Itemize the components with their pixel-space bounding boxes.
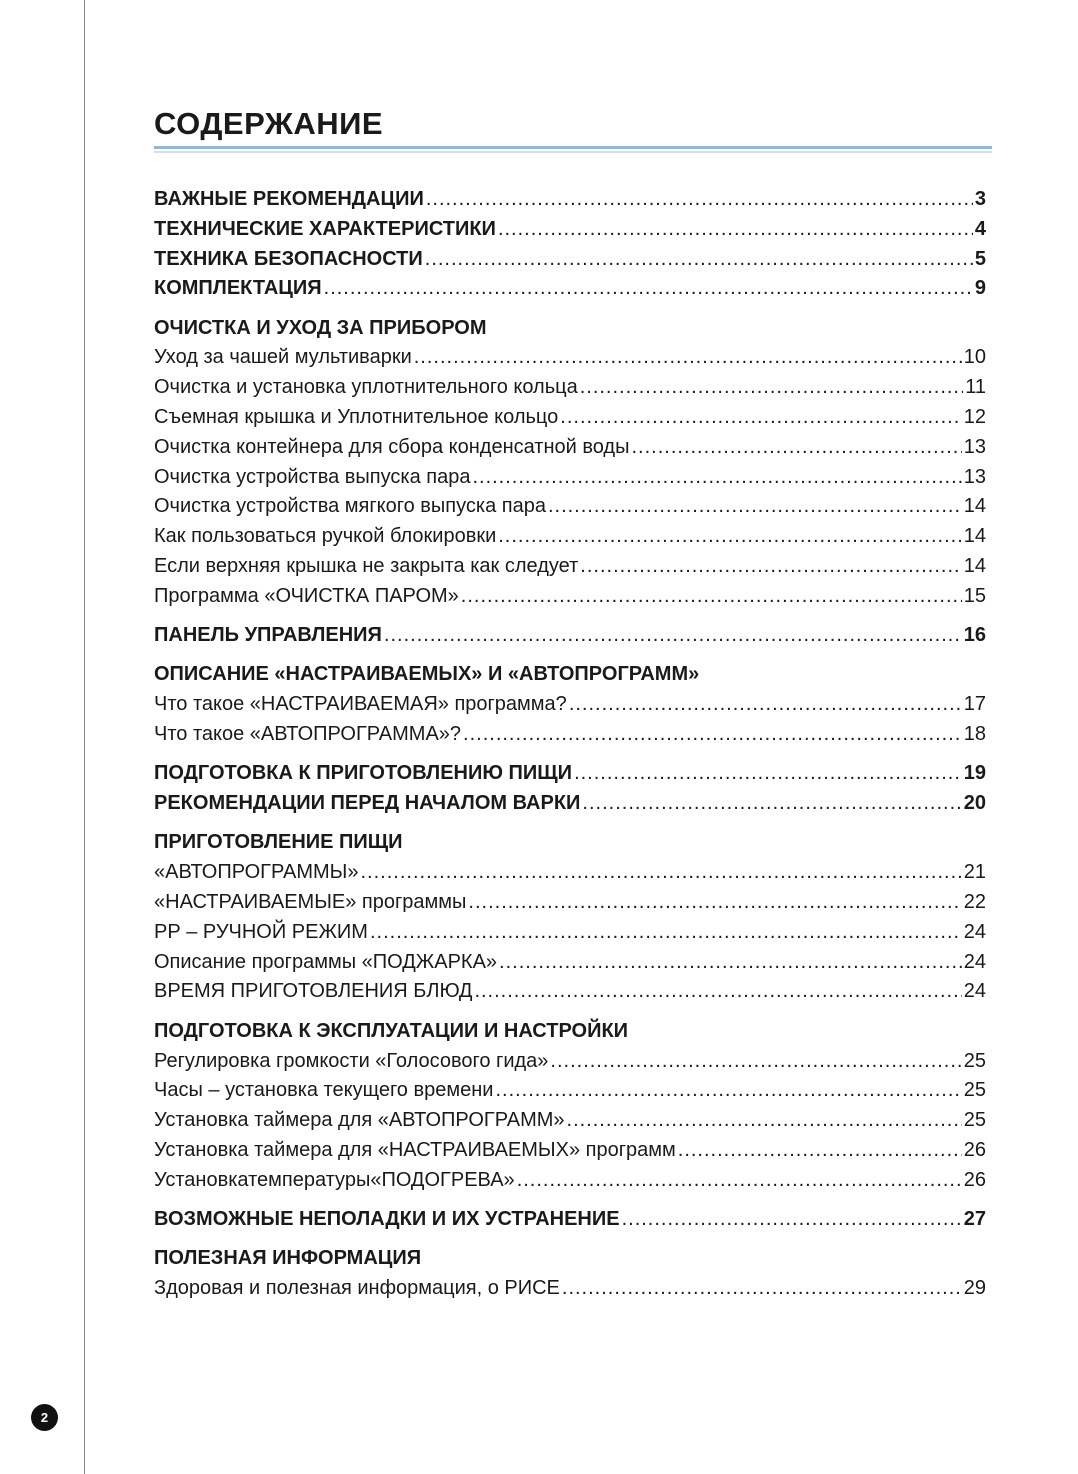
dot-leader — [384, 621, 962, 651]
toc-entry-page: 22 — [963, 891, 986, 914]
page-title: СОДЕРЖАНИЕ — [154, 106, 384, 141]
dot-leader — [425, 245, 973, 275]
toc-entry[interactable] — [154, 403, 986, 433]
toc-entry-page: 16 — [963, 624, 986, 647]
toc-entry-label: ПАНЕЛЬ УПРАВЛЕНИЯ — [154, 624, 382, 647]
toc-entry[interactable] — [154, 1106, 986, 1136]
dot-leader — [324, 274, 973, 304]
toc-section-heading: ПОЛЕЗНАЯ ИНФОРМАЦИЯ — [154, 1247, 422, 1270]
dot-leader — [517, 1166, 962, 1196]
dot-leader — [562, 1274, 962, 1304]
toc-entry-page: 12 — [963, 406, 986, 429]
dot-leader — [560, 403, 961, 433]
toc-entry-page: 11 — [965, 376, 986, 399]
toc-entry[interactable] — [154, 789, 986, 819]
toc-entry[interactable] — [154, 720, 986, 750]
toc-entry-page: 20 — [963, 792, 986, 815]
toc-entry-label: Часы – установка текущего времени — [154, 1079, 494, 1102]
toc-entry-page: 18 — [963, 723, 986, 746]
toc-entry[interactable] — [154, 759, 986, 789]
toc-entry-page: 24 — [963, 950, 986, 973]
title-underline-light — [154, 151, 992, 153]
toc-entry-page: 24 — [963, 920, 986, 943]
toc-entry[interactable] — [154, 552, 986, 582]
toc-entry-label: ТЕХНИЧЕСКИЕ ХАРАКТЕРИСТИКИ — [154, 217, 496, 240]
dot-leader — [474, 977, 961, 1007]
toc-entry-page: 27 — [963, 1208, 986, 1230]
toc-entry-page: 15 — [963, 584, 986, 607]
table-of-contents — [154, 185, 986, 1304]
toc-entry[interactable] — [154, 918, 986, 948]
toc-entry[interactable] — [154, 1205, 986, 1235]
toc-entry-label: Что такое «АВТОПРОГРАММА»? — [154, 723, 462, 746]
toc-entry[interactable] — [154, 463, 986, 493]
toc-entry-label: Установка таймера для «НАСТРАИВАЕМЫХ» программ — [154, 1138, 676, 1161]
toc-entry-page: 24 — [963, 980, 986, 1003]
toc-entry-label: Уход за чашей мультиварки — [154, 346, 412, 369]
title-underline — [154, 146, 992, 149]
dot-leader — [461, 582, 962, 612]
dot-leader — [678, 1136, 962, 1166]
toc-section-heading: ОЧИСТКА И УХОД ЗА ПРИБОРОМ — [154, 316, 487, 339]
page-margin-line — [84, 0, 85, 1474]
toc-entry-label: Если верхняя крышка не закрыта как следует — [154, 555, 579, 578]
toc-entry-label: РР – РУЧНОЙ РЕЖИМ — [154, 920, 368, 943]
toc-entry[interactable] — [154, 245, 986, 275]
dot-leader — [631, 433, 961, 463]
dot-leader — [499, 948, 962, 978]
toc-entry[interactable] — [154, 433, 986, 463]
toc-entry-label: ВРЕМЯ ПРИГОТОВЛЕНИЯ БЛЮД — [154, 980, 473, 1003]
dot-leader — [426, 185, 973, 215]
toc-entry-page: 26 — [963, 1168, 986, 1191]
toc-entry-label: Описание программы «ПОДЖАРКА» — [154, 950, 498, 973]
dot-leader — [495, 1076, 961, 1106]
dot-leader — [580, 373, 964, 403]
toc-entry-page: 25 — [963, 1079, 986, 1102]
toc-entry-page: 14 — [963, 525, 986, 548]
toc-entry-label: «НАСТРАИВАЕМЫЕ» программы — [154, 891, 467, 914]
dot-leader — [498, 215, 973, 245]
dot-leader — [361, 858, 962, 888]
toc-entry[interactable] — [154, 522, 986, 552]
toc-entry[interactable] — [154, 621, 986, 651]
toc-entry-label: РЕКОМЕНДАЦИИ ПЕРЕД НАЧАЛОМ ВАРКИ — [154, 792, 581, 815]
toc-entry-page: 13 — [963, 435, 986, 458]
dot-leader — [548, 492, 962, 522]
toc-entry-label: Регулировка громкости «Голосового гида» — [154, 1049, 549, 1072]
toc-entry-label: Что такое «НАСТРАИВАЕМАЯ» программа? — [154, 693, 567, 716]
dot-leader — [468, 888, 961, 918]
dot-leader — [574, 759, 962, 789]
toc-entry[interactable] — [154, 343, 986, 373]
toc-entry-label: Очистка и установка уплотнительного кольца — [154, 376, 578, 399]
dot-leader — [580, 552, 961, 582]
toc-entry[interactable] — [154, 1136, 986, 1166]
toc-entry[interactable] — [154, 185, 986, 215]
toc-entry-label: Очистка устройства выпуска пара — [154, 465, 471, 488]
dot-leader — [414, 343, 962, 373]
toc-entry-label: Очистка контейнера для сбора конденсатной воды — [154, 435, 630, 458]
toc-entry[interactable] — [154, 274, 986, 304]
toc-entry-label: КОМПЛЕКТАЦИЯ — [154, 277, 322, 300]
toc-entry-page: 25 — [963, 1049, 986, 1072]
toc-entry-page: 14 — [963, 555, 986, 578]
toc-entry[interactable] — [154, 888, 986, 918]
dot-leader — [567, 1106, 962, 1136]
dot-leader — [550, 1047, 961, 1077]
toc-entry[interactable] — [154, 373, 986, 403]
toc-section-heading: ОПИСАНИЕ «НАСТРАИВАЕМЫХ» И «АВТОПРОГРАММ» — [154, 663, 700, 686]
dot-leader — [569, 690, 962, 720]
toc-entry-page: 4 — [974, 217, 986, 240]
toc-entry-label: Здоровая и полезная информация, о РИСЕ — [154, 1277, 560, 1300]
toc-entry-page: 25 — [963, 1109, 986, 1132]
toc-entry-page: 21 — [963, 861, 986, 884]
dot-leader — [370, 918, 962, 948]
page-number-badge: 2 — [31, 1404, 58, 1431]
dot-leader — [463, 720, 962, 750]
toc-entry-page: 19 — [963, 762, 986, 785]
dot-leader — [622, 1205, 962, 1235]
toc-entry[interactable] — [154, 690, 986, 720]
toc-entry-label: ПОДГОТОВКА К ПРИГОТОВЛЕНИЮ ПИЩИ — [154, 762, 573, 785]
toc-entry-page: 29 — [963, 1277, 986, 1300]
toc-entry[interactable] — [154, 948, 986, 978]
toc-section-heading: ПОДГОТОВКА К ЭКСПЛУАТАЦИИ И НАСТРОЙКИ — [154, 1019, 629, 1042]
toc-section-heading: ПРИГОТОВЛЕНИЕ ПИЩИ — [154, 831, 403, 854]
toc-entry[interactable] — [154, 492, 986, 522]
toc-entry-label: Программа «ОЧИСТКА ПАРОМ» — [154, 584, 459, 607]
toc-entry[interactable] — [154, 1047, 986, 1077]
toc-entry[interactable] — [154, 582, 986, 612]
toc-entry-page: 5 — [974, 247, 986, 270]
dot-leader — [498, 522, 962, 552]
toc-entry-label: Установка таймера для «АВТОПРОГРАММ» — [154, 1109, 565, 1132]
toc-entry[interactable] — [154, 858, 986, 888]
toc-entry-label: ВАЖНЫЕ РЕКОМЕНДАЦИИ — [154, 188, 424, 210]
dot-leader — [582, 789, 961, 819]
toc-entry-page: 3 — [974, 188, 986, 210]
toc-entry[interactable] — [154, 977, 986, 1007]
toc-entry-label: ВОЗМОЖНЫЕ НЕПОЛАДКИ И ИХ УСТРАНЕНИЕ — [154, 1208, 620, 1230]
toc-entry[interactable] — [154, 215, 986, 245]
toc-entry-label: Установкатемпературы«ПОДОГРЕВА» — [154, 1168, 515, 1191]
toc-entry-page: 17 — [963, 693, 986, 716]
toc-entry-page: 13 — [963, 465, 986, 488]
toc-entry-label: «АВТОПРОГРАММЫ» — [154, 861, 359, 884]
toc-entry-page: 26 — [963, 1138, 986, 1161]
toc-entry-page: 9 — [974, 277, 986, 300]
toc-entry-page: 14 — [963, 495, 986, 518]
dot-leader — [472, 463, 961, 493]
toc-entry[interactable] — [154, 1274, 986, 1304]
toc-entry-page: 10 — [963, 346, 986, 369]
toc-entry-label: Съемная крышка и Уплотнительное кольцо — [154, 406, 559, 429]
toc-entry-label: Как пользоваться ручкой блокировки — [154, 525, 497, 548]
toc-entry[interactable] — [154, 1076, 986, 1106]
toc-entry-label: ТЕХНИКА БЕЗОПАСНОСТИ — [154, 247, 423, 270]
toc-entry[interactable] — [154, 1166, 986, 1196]
toc-entry-label: Очистка устройства мягкого выпуска пара — [154, 495, 546, 518]
